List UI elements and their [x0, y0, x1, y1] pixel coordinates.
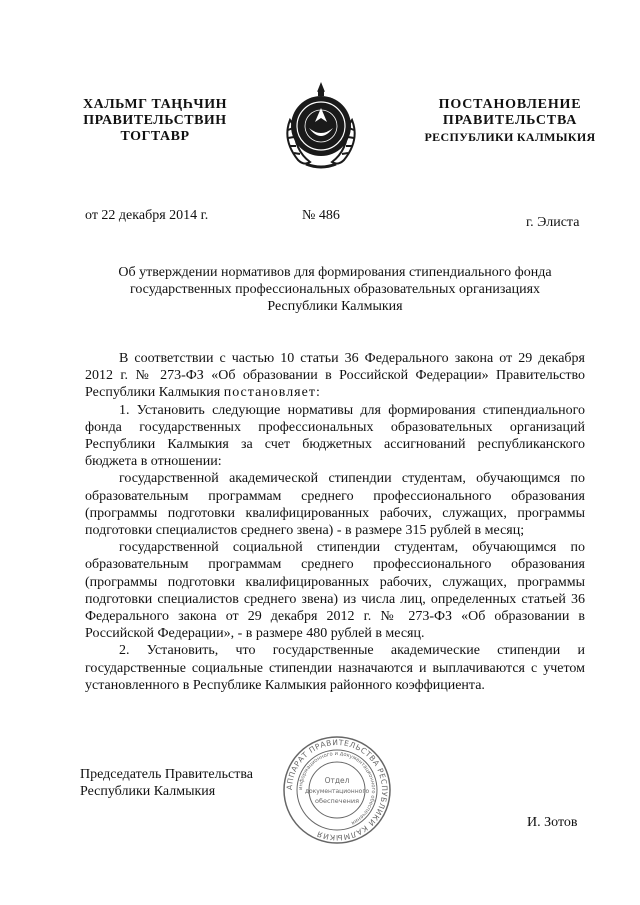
paragraph-1a: государственной академической стипендии студентам, обучающимся по образовательным программам среднего профессионального образования (программы подготовки квалифицированных рабочих, служащих, программы подготовки специалистов среднего звена) - в размере 315 рублей в месяц;	[85, 471, 585, 539]
header-kalmyk-line-1: ХАЛЬМГ ТАҢҺЧИН	[83, 97, 227, 112]
stamp-outer-text: АППАРАТ ПРАВИТЕЛЬСТВА РЕСПУБЛИКИ КАЛМЫКИЯ	[284, 737, 390, 843]
signatory-position	[80, 766, 253, 800]
document-title	[85, 264, 585, 315]
header-russian-line-2: ПРАВИТЕЛЬСТВА	[442, 113, 578, 128]
signatory-position-line-2: Республики Калмыкия	[80, 784, 216, 799]
signatory-position-line-1: Председатель Правительства	[80, 767, 253, 782]
stamp-center-line-1: Отдел	[324, 776, 350, 785]
header-russian-line-1: ПОСТАНОВЛЕНИЕ	[438, 97, 582, 112]
header-kalmyk-title	[60, 97, 250, 145]
title-line-1: Об утверждении нормативов для формирования стипендиального фонда	[118, 265, 552, 280]
paragraph-intro	[85, 350, 585, 402]
stamp-center-line-2: документационного	[304, 788, 370, 795]
document-body	[85, 350, 585, 694]
header-russian-line-3: РЕСПУБЛИКИ КАЛМЫКИЯ	[424, 130, 596, 144]
intro-verb: постановляет:	[223, 385, 321, 401]
stamp-center-line-3: обеспечения	[314, 797, 360, 805]
title-line-2: государственных профессиональных образовательных организациях	[129, 282, 541, 297]
official-stamp	[282, 735, 392, 845]
paragraph-1: 1. Установить следующие нормативы для формирования стипендиального фонда государственных профессиональных образовательных организаций Республики Калмыкия за счет бюджетных ассигнований республиканского бюджета в отношении:	[85, 402, 585, 470]
header-russian-title	[410, 97, 610, 145]
stamp-inner-text: информационного и документационного обеспечения	[297, 750, 377, 826]
paragraph-2: 2. Установить, что государственные академические стипендии и государственные социальные стипендии назначаются и выплачиваются с учетом установленного в Республике Калмыкия районного коэффициента.	[85, 643, 585, 693]
intro-text: В соответствии с частью 10 статьи 36 Федерального закона от 29 декабря 2012 г. № 273-ФЗ «Об образовании в Российской Федерации» Правительство Республики Калмыкия	[85, 351, 585, 401]
document-number: № 486	[302, 208, 340, 223]
signatory-name: И. Зотов	[527, 815, 578, 830]
paragraph-1b: государственной социальной стипендии студентам, обучающимся по образовательным программам среднего профессионального образования (программы подготовки квалифицированных рабочих, служащих, программы подготовки специалистов среднего звена) из числа лиц, определенных статьей 36 Федерального закона от 29 декабря 2012 г. № 273-ФЗ «Об образовании в Российской Федерации», - в размере 480 рублей в месяц.	[85, 540, 585, 642]
coat-of-arms-icon	[280, 80, 362, 172]
header-kalmyk-line-2: ПРАВИТЕЛЬСТВИН	[83, 113, 227, 128]
document-date: от 22 декабря 2014 г.	[85, 208, 209, 223]
title-line-3: Республики Калмыкия	[267, 299, 403, 314]
document-city: г. Элиста	[526, 215, 580, 230]
header-kalmyk-line-3: ТОГТАВР	[120, 129, 190, 144]
